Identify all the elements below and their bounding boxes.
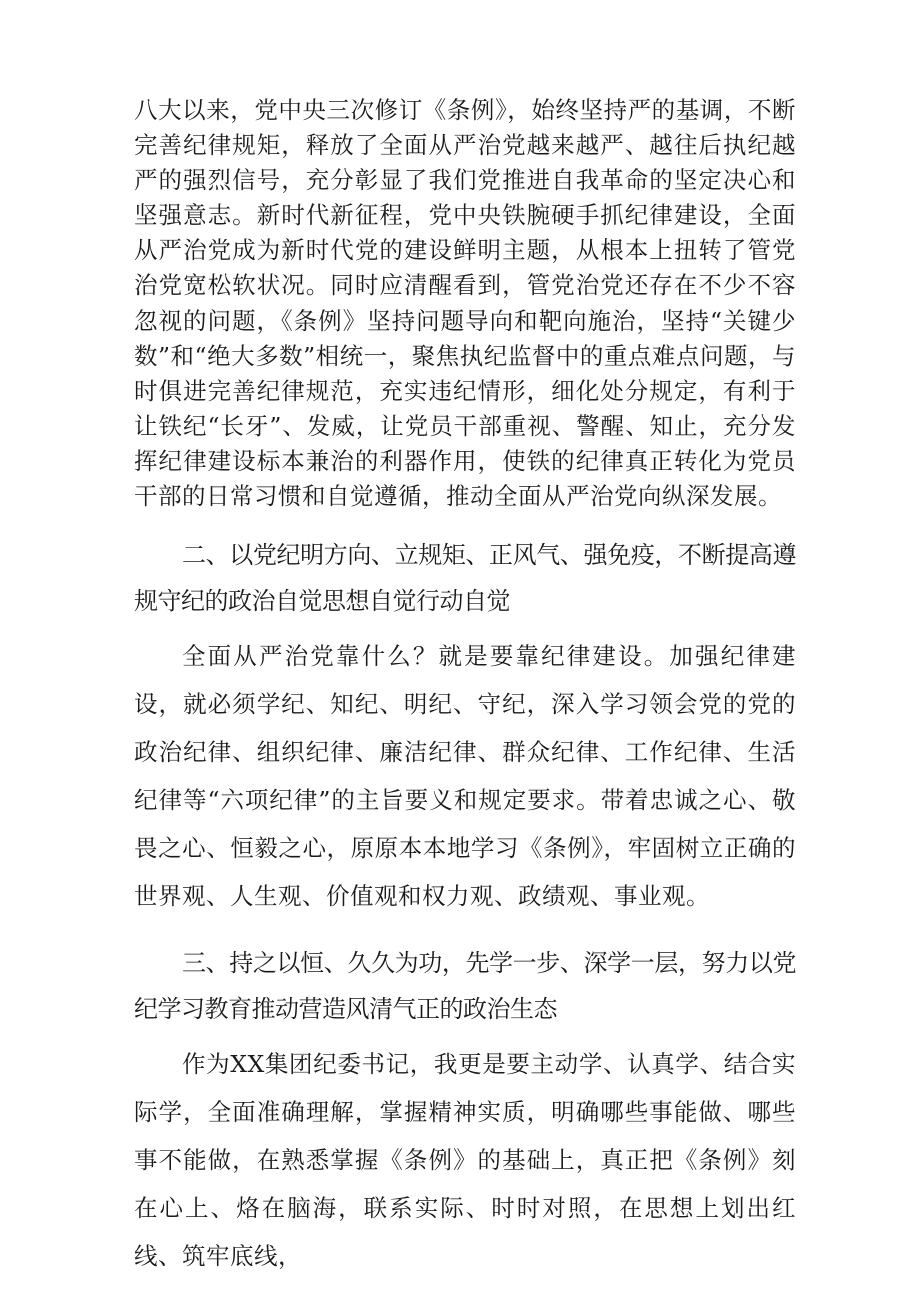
section-heading-2: 二、以党纪明方向、立规矩、正风气、强免疫，不断提高遵规守纪的政治自觉思想自觉行动自觉: [134, 541, 796, 616]
paragraph-2: 全面从严治党靠什么？就是要靠纪律建设。加强纪律建设，就必须学纪、知纪、明纪、守纪，深入学习领会党的党的政治纪律、组织纪律、廉洁纪律、群众纪律、工作纪律、生活纪律等“六项纪律”的主旨要义和规定要求。带着忠诚之心、敬畏之心、恒毅之心，原原本本地学习《条例》，牢固树立正确的世界观、人生观、价值观和权力观、政绩观、事业观。: [134, 642, 796, 911]
paragraph-3: 作为XX集团纪委书记，我更是要主动学、认真学、结合实际学，全面准确理解，掌握精神实质，明确哪些事能做、哪些事不能做，在熟悉掌握《条例》的基础上，真正把《条例》刻在心上、烙在脑海，联系实际、时时对照，在思想上划出红线、筑牢底线，: [134, 1050, 796, 1271]
paragraph-1: 八大以来，党中央三次修订《条例》，始终坚持严的基调，不断完善纪律规矩，释放了全面从严治党越来越严、越往后执纪越严的强烈信号，充分彰显了我们党推进自我革命的坚定决心和坚强意志。新时代新征程，党中央铁腕硬手抓纪律建设，全面从严治党成为新时代党的建设鲜明主题，从根本上扭转了管党治党宽松软状况。同时应清醒看到，管党治党还存在不少不容忽视的问题，《条例》坚持问题导向和靶向施治，坚持“关键少数”和“绝大多数”相统一，聚焦执纪监督中的重点难点问题，与时俱进完善纪律规范，充实违纪情形，细化处分规定，有利于让铁纪“长牙”、发威，让党员干部重视、警醒、知止，充分发挥纪律建设标本兼治的利器作用，使铁的纪律真正转化为党员干部的日常习惯和自觉遵循，推动全面从严治党向纵深发展。: [134, 96, 796, 511]
document-body: [134, 93, 796, 1280]
section-heading-3: 三、持之以恒、久久为功，先学一步、深学一层，努力以党纪学习教育推动营造风清气正的政治生态: [134, 949, 796, 1024]
